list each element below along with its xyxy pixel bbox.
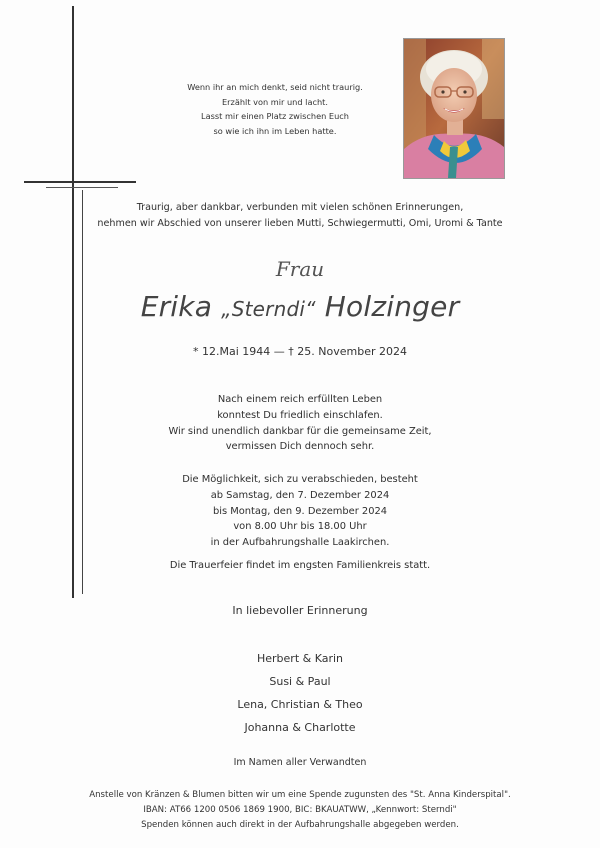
portrait-image	[404, 39, 504, 178]
farewell-text	[0, 392, 600, 455]
farewell-line: Wir sind unendlich dankbar für die gemeinsame Zeit,	[168, 425, 432, 437]
poem-line: Wenn ihr an mich denkt, seid nicht traurig.	[187, 82, 363, 92]
last-name: Holzinger	[324, 290, 460, 323]
intro-line: Traurig, aber dankbar, verbunden mit vielen schönen Erinnerungen,	[136, 202, 464, 213]
poem	[170, 80, 380, 138]
portrait-photo	[403, 38, 505, 179]
viewing-line: ab Samstag, den 7. Dezember 2024	[210, 489, 390, 501]
family-member: Johanna & Charlotte	[244, 721, 356, 734]
viewing-line: bis Montag, den 9. Dezember 2024	[212, 505, 388, 517]
intro-text	[0, 200, 600, 232]
viewing-line: in der Aufbahrungshalle Laakirchen.	[210, 537, 390, 549]
donation-line: Spenden können auch direkt in der Aufbahrungshalle abgegeben werden.	[141, 820, 459, 831]
cross-horizontal-line-inner	[46, 187, 118, 188]
first-name: Erika	[140, 290, 213, 323]
farewell-line: Nach einem reich erfüllten Leben	[217, 394, 383, 405]
poem-line: Lasst mir einen Platz zwischen Euch	[201, 111, 349, 121]
farewell-line: konntest Du friedlich einschlafen.	[217, 409, 383, 421]
cross-horizontal-line	[24, 181, 136, 183]
nickname: „Sterndi“	[221, 297, 316, 321]
poem-line: Erzählt von mir und lacht.	[222, 96, 328, 107]
donation-info	[0, 788, 600, 834]
memory-heading: In liebevoller Erinnerung	[232, 604, 368, 617]
family-member: Lena, Christian & Theo	[237, 698, 363, 711]
donation-line: Anstelle von Kränzen & Blumen bitten wir um eine Spende zugunsten des "St. Anna Kinderspital".	[89, 790, 511, 800]
deceased-name	[0, 290, 600, 323]
farewell-line: vermissen Dich dennoch sehr.	[225, 441, 375, 453]
relatives-note: Im Namen aller Verwandten	[233, 757, 367, 768]
viewing-line: von 8.00 Uhr bis 18.00 Uhr	[233, 521, 367, 533]
viewing-info	[0, 472, 600, 551]
salutation: Frau	[275, 257, 325, 281]
funeral-info: Die Trauerfeier findet im engsten Familienkreis statt.	[169, 560, 431, 571]
donation-line: IBAN: AT66 1200 0506 1869 1900, BIC: BKAUATWW, „Kennwort: Sterndi"	[143, 805, 457, 816]
family-member: Herbert & Karin	[256, 652, 344, 665]
viewing-line: Die Möglichkeit, sich zu verabschieden, besteht	[182, 474, 418, 485]
intro-line: nehmen wir Abschied von unserer lieben Mutti, Schwiegermutti, Omi, Uromi & Tante	[97, 218, 503, 229]
poem-line: so wie ich ihn im Leben hatte.	[213, 125, 337, 136]
life-dates: * 12.Mai 1944 — † 25. November 2024	[193, 345, 407, 358]
family-list	[0, 647, 600, 739]
family-member: Susi & Paul	[269, 675, 331, 688]
